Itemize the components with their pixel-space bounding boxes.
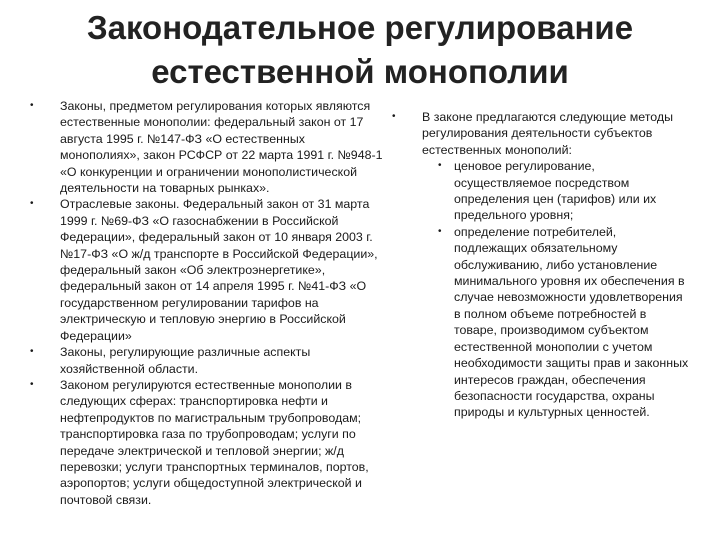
left-list-item-text: Законы, регулирующие различные аспекты хозяйственной области. (60, 345, 311, 376)
right-list-intro-text: В законе предлагаются следующие методы регулирования деятельности субъектов естественных монополий: (422, 110, 674, 157)
right-sub-item-text: ценовое регулирование, осуществляемое посредством определения цен (тарифов) или их предельного уровня; (454, 159, 657, 223)
right-list-item (390, 109, 690, 158)
sub-bullet-icon: • (438, 160, 442, 172)
bullet-icon: • (30, 100, 34, 111)
slide-title-line-1: Законодательное регулирование (86, 9, 634, 46)
right-sub-item-1 (390, 158, 690, 224)
left-list-item-1 (28, 98, 388, 196)
left-list-item-text: Законы, предметом регулирования которых являются естественные монополии: федеральный закон от 17 августа 1995 г. №147-ФЗ «О естественных монополиях», закон РСФСР от 22 марта 1991 г. №948-1 «О конкуренции и ограничении монополистической деятельности на товарных рынках». (60, 99, 383, 196)
right-sub-item-text: определение потребителей, подлежащих обязательному обслуживанию, либо установление минимального уровня их обеспечения в случае невозможности удовлетворения в полном объеме потребностей в товаре, производимом субъектом естественной монополии с учетом необходимости защиты прав и законных интересов граждан, обеспечения безопасности государства, охраны природы и культурных ценностей. (454, 224, 689, 420)
right-bullet-list (390, 109, 690, 158)
left-column (28, 98, 388, 508)
left-list-item-text: Отраслевые законы. Федеральный закон от 31 марта 1999 г. №69-ФЗ «О газоснабжении в Российской Федерации», федеральный закон от 10 января 2003 г. №17-ФЗ «О ж/д транспорте в Российской Федерации», федеральный закон «Об электроэнергетике», федеральный закон от 14 апреля 1995 г. №41-ФЗ «О государственном регулировании тарифов на электрическую и тепловую энергию в Российской Федерации» (60, 197, 378, 343)
bullet-icon: • (30, 346, 34, 358)
slide-title (20, 6, 700, 94)
bullet-icon: • (392, 111, 396, 122)
right-column (390, 109, 690, 421)
left-list-item-text: Законом регулируются естественные монополии в следующих сферах: транспортировка нефти и нефтепродуктов по магистральным трубопроводам; транспортировка газа по трубопроводам; услуги по передаче электрической и тепловой энергии; ж/д перевозки; услуги транспортных терминалов, портов, аэропортов; услуги общедоступной электрической и почтовой связи. (60, 377, 369, 507)
left-bullet-list (28, 98, 388, 508)
sub-bullet-icon: • (438, 225, 442, 237)
left-list-item-4 (28, 377, 388, 508)
right-sub-bullet-list (390, 158, 690, 421)
left-list-item-2 (28, 196, 388, 344)
bullet-icon: • (30, 378, 34, 390)
left-list-item-3 (28, 344, 388, 377)
bullet-icon: • (30, 198, 34, 210)
slide-title-line-2: естественной монополии (151, 53, 569, 90)
right-sub-item-2 (390, 224, 690, 421)
